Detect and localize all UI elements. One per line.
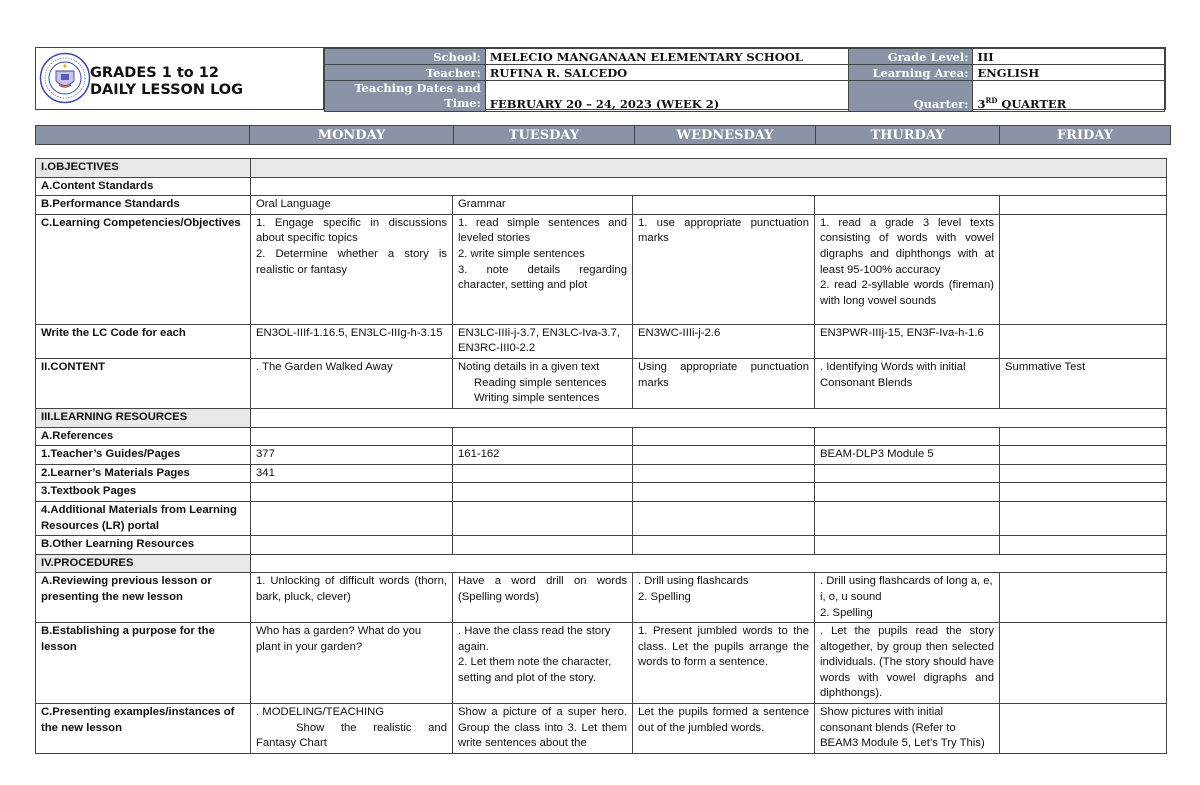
reviewing-thu-2: 2. Spelling: [820, 606, 873, 619]
competency-mon-2: 2. Determine whether a story is realistic or fantasy: [256, 247, 447, 276]
row-label-references: A.References: [36, 427, 251, 446]
cell-tue: [453, 623, 633, 704]
teacher-label: Teacher:: [325, 65, 486, 81]
row-label-learners-materials: 2.Learner’s Materials Pages: [36, 464, 251, 483]
competency-tue-2: 2. write simple sentences: [458, 247, 585, 260]
cell-tue: 161-162: [453, 446, 633, 465]
cell-wed: [633, 536, 815, 555]
cell-fri: [1000, 196, 1167, 215]
cell-tue: Have a word drill on words (Spelling words): [453, 573, 633, 623]
day-friday: FRIDAY: [1000, 126, 1171, 145]
row-label-textbook: 3.Textbook Pages: [36, 483, 251, 502]
row-label-purpose: B.Establishing a purpose for the lesson: [36, 623, 251, 704]
cell-thu: [815, 573, 1000, 623]
school-label: School:: [325, 49, 486, 65]
table-row: [36, 573, 1167, 623]
cell-wed: [633, 427, 815, 446]
table-row: [36, 324, 1167, 358]
row-label-teachers-guides: 1.Teacher’s Guides/Pages: [36, 446, 251, 465]
cell-mon: 341: [251, 464, 453, 483]
day-wednesday: WEDNESDAY: [635, 126, 816, 145]
day-header-blank: [36, 126, 250, 145]
row-label-procedures: IV.PROCEDURES: [36, 554, 251, 573]
presenting-mon-2: Show the realistic and Fantasy Chart: [256, 721, 447, 750]
reviewing-wed-1: . Drill using flashcards: [638, 575, 749, 588]
cell-mon: [251, 214, 453, 324]
row-label-content: II.CONTENT: [36, 358, 251, 408]
teaching-dates-label-line-2: Time:: [444, 96, 481, 110]
cell-wed: Let the pupils formed a sentence out of the jumbled words.: [633, 704, 815, 754]
competency-tue-1: 1. read simple sentences and leveled stories: [458, 216, 627, 245]
learning-area-value: ENGLISH: [973, 65, 1165, 81]
row-label-lc-code: Write the LC Code for each: [36, 324, 251, 358]
cell-thu: [815, 464, 1000, 483]
cell-mon: EN3OL-IIIf-1.16.5, EN3LC-IIIg-h-3.15: [251, 324, 453, 358]
teaching-dates-label-line-1: Teaching Dates and: [354, 81, 481, 95]
purpose-tue-2: 2. Let them note the character, setting and plot of the story.: [458, 656, 612, 684]
table-row: [36, 446, 1167, 465]
cell-fri: [1000, 623, 1167, 704]
cell-fri: [1000, 501, 1167, 535]
cell-fri: [1000, 536, 1167, 555]
row-label-reviewing: A.Reviewing previous lesson or presenting the new lesson: [36, 573, 251, 623]
cell-fri: [1000, 483, 1167, 502]
cell-wed: [633, 573, 815, 623]
cell-mon: [251, 501, 453, 535]
competency-tue-3: 3. note details regarding character, setting and plot: [458, 263, 627, 292]
content-standards-span: [251, 177, 1167, 196]
quarter-word: QUARTER: [997, 97, 1067, 111]
row-label-presenting: C.Presenting examples/instances of the new lesson: [36, 704, 251, 754]
cell-fri: Summative Test: [1000, 358, 1167, 408]
presenting-mon-1: . MODELING/TEACHING: [256, 706, 385, 719]
cell-tue: [453, 427, 633, 446]
cell-mon: . The Garden Walked Away: [251, 358, 453, 408]
lesson-log-table: [35, 158, 1167, 754]
cell-fri: [1000, 446, 1167, 465]
day-header-row: [35, 125, 1171, 145]
day-tuesday: TUESDAY: [454, 126, 635, 145]
cell-tue: [453, 501, 633, 535]
cell-tue: [453, 483, 633, 502]
cell-thu: [815, 536, 1000, 555]
content-tue-2: Reading simple sentences: [474, 376, 607, 389]
cell-tue: [453, 358, 633, 408]
table-row: [36, 554, 1167, 573]
section-span: [251, 159, 1167, 178]
header-info-table: [324, 48, 1165, 112]
cell-mon: [251, 427, 453, 446]
cell-fri: [1000, 214, 1167, 324]
header-title-block: [36, 48, 324, 109]
table-row: [36, 196, 1167, 215]
cell-fri: [1000, 573, 1167, 623]
quarter-number: 3: [977, 97, 986, 111]
content-tue-1: Noting details in a given text: [458, 360, 600, 373]
cell-mon: 377: [251, 446, 453, 465]
cell-wed: EN3WC-IIIi-j-2.6: [633, 324, 815, 358]
cell-wed: [633, 483, 815, 502]
table-row: [36, 501, 1167, 535]
reviewing-wed-2: 2. Spelling: [638, 590, 691, 603]
cell-fri: [1000, 704, 1167, 754]
school-value: MELECIO MANGANAAN ELEMENTARY SCHOOL: [485, 49, 848, 65]
quarter-label: Quarter:: [848, 81, 973, 112]
table-row: [36, 427, 1167, 446]
table-row: [36, 177, 1167, 196]
grade-level-value: III: [973, 49, 1165, 65]
competency-thu-2: 2. read 2-syllable words (fireman) with long vowel sounds: [820, 279, 994, 307]
day-monday: MONDAY: [250, 126, 454, 145]
row-label-content-standards: A.Content Standards: [36, 177, 251, 196]
cell-mon: [251, 704, 453, 754]
table-row: [36, 408, 1167, 427]
cell-wed: [633, 446, 815, 465]
reviewing-thu-1: . Drill using flashcards of long a, e, i, o, u sound: [820, 575, 993, 603]
deped-seal-icon: [39, 52, 91, 104]
cell-tue: [453, 536, 633, 555]
content-tue-3: Writing simple sentences: [474, 392, 600, 405]
cell-thu: [815, 196, 1000, 215]
row-label-competencies: C.Learning Competencies/Objectives: [36, 214, 251, 324]
quarter-value: [973, 81, 1165, 112]
table-row: [36, 214, 1167, 324]
row-label-additional-materials: 4.Additional Materials from Learning Resources (LR) portal: [36, 501, 251, 535]
row-label-other-resources: B.Other Learning Resources: [36, 536, 251, 555]
cell-fri: [1000, 464, 1167, 483]
cell-thu: . Let the pupils read the story altogether, by group then selected individuals. (The story should have words with vowel digraphs and diphthongs).: [815, 623, 1000, 704]
cell-wed: 1. Present jumbled words to the class. Let the pupils arrange the words to form a sentence.: [633, 623, 815, 704]
section-span: [251, 554, 1167, 573]
cell-tue: EN3LC-IIIi-j-3.7, EN3LC-Iva-3.7, EN3RC-III0-2.2: [453, 324, 633, 358]
cell-mon: [251, 536, 453, 555]
cell-wed: Using appropriate punctuation marks: [633, 358, 815, 408]
grade-level-label: Grade Level:: [848, 49, 973, 65]
cell-thu: . Identifying Words with initial Consonant Blends: [815, 358, 1000, 408]
title-line-1: GRADES 1 to 12: [90, 65, 219, 81]
table-row: [36, 704, 1167, 754]
table-row: [36, 623, 1167, 704]
cell-tue: [453, 214, 633, 324]
title-line-2: DAILY LESSON LOG: [90, 82, 244, 98]
quarter-suffix: RD: [985, 96, 998, 106]
table-row: [36, 464, 1167, 483]
cell-wed: [633, 464, 815, 483]
row-label-learning-resources: III.LEARNING RESOURCES: [36, 408, 251, 427]
cell-thu: [815, 483, 1000, 502]
purpose-tue-1: . Have the class read the story again.: [458, 625, 611, 653]
cell-fri: [1000, 427, 1167, 446]
cell-wed: [633, 501, 815, 535]
competency-thu-1: 1. read a grade 3 level texts consisting of words with vowel digraphs and diphthongs with at least 95-100% accuracy: [820, 216, 994, 276]
cell-thu: [815, 427, 1000, 446]
teacher-value: RUFINA R. SALCEDO: [485, 65, 848, 81]
cell-thu: EN3PWR-IIIj-15, EN3F-Iva-h-1.6: [815, 324, 1000, 358]
table-row: [36, 159, 1167, 178]
cell-wed: [633, 214, 815, 324]
cell-tue: Grammar: [453, 196, 633, 215]
table-row: [36, 358, 1167, 408]
page-title: [90, 65, 243, 99]
cell-thu: [815, 501, 1000, 535]
table-row: [36, 536, 1167, 555]
cell-wed: [633, 196, 815, 215]
cell-mon: [251, 483, 453, 502]
competency-wed-1: 1. use appropriate punctuation marks: [638, 216, 809, 245]
teaching-dates-label: [325, 81, 486, 112]
section-span: [251, 408, 1167, 427]
day-thursday: THURDAY: [816, 126, 1000, 145]
cell-thu: BEAM-DLP3 Module 5: [815, 446, 1000, 465]
table-row: [36, 483, 1167, 502]
cell-tue: [453, 464, 633, 483]
lesson-log-header: [35, 47, 1166, 110]
cell-thu: [815, 214, 1000, 324]
cell-mon: Oral Language: [251, 196, 453, 215]
cell-thu: Show pictures with initial consonant blends (Refer to BEAM3 Module 5, Let’s Try This): [815, 704, 1000, 754]
cell-mon: Who has a garden? What do you plant in your garden?: [251, 623, 453, 704]
row-label-objectives: I.OBJECTIVES: [36, 159, 251, 178]
cell-mon: 1. Unlocking of difficult words (thorn, bark, pluck, clever): [251, 573, 453, 623]
cell-fri: [1000, 324, 1167, 358]
competency-mon-1: 1. Engage specific in discussions about specific topics: [256, 216, 447, 245]
row-label-performance-standards: B.Performance Standards: [36, 196, 251, 215]
learning-area-label: Learning Area:: [848, 65, 973, 81]
cell-tue: Show a picture of a super hero. Group the class into 3. Let them write sentences about the: [453, 704, 633, 754]
teaching-dates-value: FEBRUARY 20 – 24, 2023 (WEEK 2): [485, 81, 848, 112]
